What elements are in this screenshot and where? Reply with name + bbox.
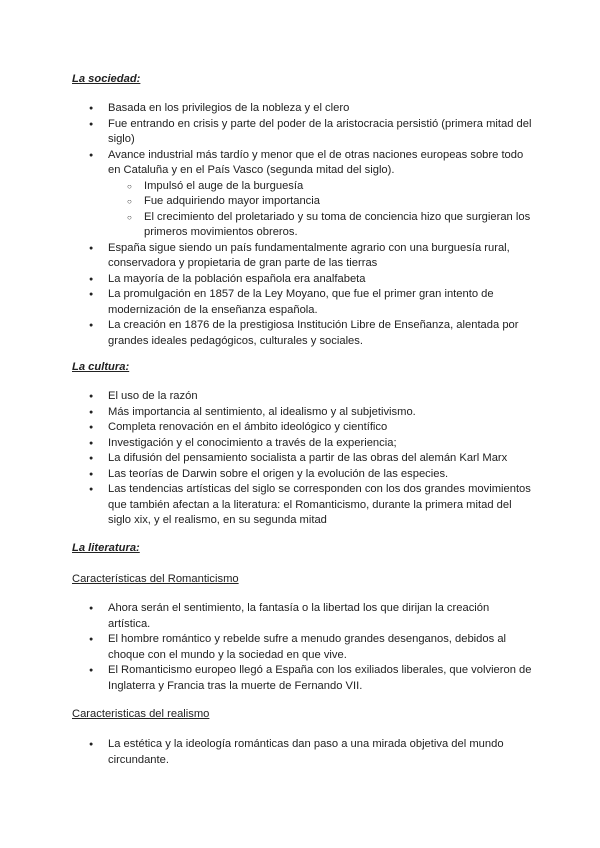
list-item <box>108 148 533 241</box>
list-item: ● La difusión del pensamiento socialista a partir de las obras del alemán Karl Marx <box>108 451 533 467</box>
list-item: ● Fue entrando en crisis y parte del poder de la aristocracia persistió (primera mitad del siglo) <box>108 117 533 148</box>
cultura-list <box>108 389 533 529</box>
list-item: ● El hombre romántico y rebelde sufre a menudo grandes desenganos, debidos al choque con el mundo y la sociedad en que vive. <box>108 632 533 663</box>
sublist-item: ○ Impulsó el auge de la burguesía <box>144 179 533 195</box>
sociedad-list <box>108 101 533 349</box>
list-item: ● Ahora serán el sentimiento, la fantasía o la libertad los que dirijan la creación artística. <box>108 601 533 632</box>
list-item: ● España sigue siendo un país fundamentalmente agrario con una burguesía rural, conservadora y propietaria de gran parte de las tierras <box>108 241 533 272</box>
section-heading-literatura: La literatura: <box>72 542 140 554</box>
list-item: ● Completa renovación en el ámbito ideológico y científico <box>108 420 533 436</box>
subheading-romanticismo: Características del Romanticismo <box>72 573 239 585</box>
list-item: ● La promulgación en 1857 de la Ley Moyano, que fue el primer gran intento de modernización de la enseñanza española. <box>108 287 533 318</box>
realismo-list <box>108 737 533 768</box>
sublist-item: ○ El crecimiento del proletariado y su toma de conciencia hizo que surgieran los primeros movimientos obreros. <box>144 210 533 241</box>
sociedad-sublist <box>108 179 533 241</box>
list-item: ● El Romanticismo europeo llegó a España con los exiliados liberales, que volvieron de Inglaterra y Francia tras la muerte de Fernando VII. <box>108 663 533 694</box>
list-item: ● El uso de la razón <box>108 389 533 405</box>
list-item: ● Las teorías de Darwin sobre el origen y la evolución de las especies. <box>108 467 533 483</box>
list-item: ● Investigación y el conocimiento a través de la experiencia; <box>108 436 533 452</box>
subheading-realismo: Caracteristicas del realismo <box>72 708 210 720</box>
romanticismo-list <box>108 601 533 694</box>
list-item: ● Más importancia al sentimiento, al idealismo y al subjetivismo. <box>108 405 533 421</box>
list-item: ● La estética y la ideología románticas dan paso a una mirada objetiva del mundo circundante. <box>108 737 533 768</box>
list-item: ● Las tendencias artísticas del siglo se corresponden con los dos grandes movimientos que también afectan a la literatura: el Romanticismo, durante la primera mitad del siglo xix, y el realismo, en su segunda mitad <box>108 482 533 529</box>
section-heading-sociedad: La sociedad: <box>72 73 141 85</box>
list-item: ● La creación en 1876 de la prestigiosa Institución Libre de Enseñanza, alentada por grandes ideales pedagógicos, culturales y sociales. <box>108 318 533 349</box>
list-item: ● La mayoría de la población española era analfabeta <box>108 272 533 288</box>
sublist-item: ○ Fue adquiriendo mayor importancia <box>144 194 533 210</box>
section-heading-cultura: La cultura: <box>72 361 130 373</box>
list-item-text: Avance industrial más tardío y menor que el de otras naciones europeas sobre todo en Cataluña y en el País Vasco (segunda mitad del siglo). <box>108 148 524 176</box>
list-item: ● Basada en los privilegios de la nobleza y el clero <box>108 101 533 117</box>
